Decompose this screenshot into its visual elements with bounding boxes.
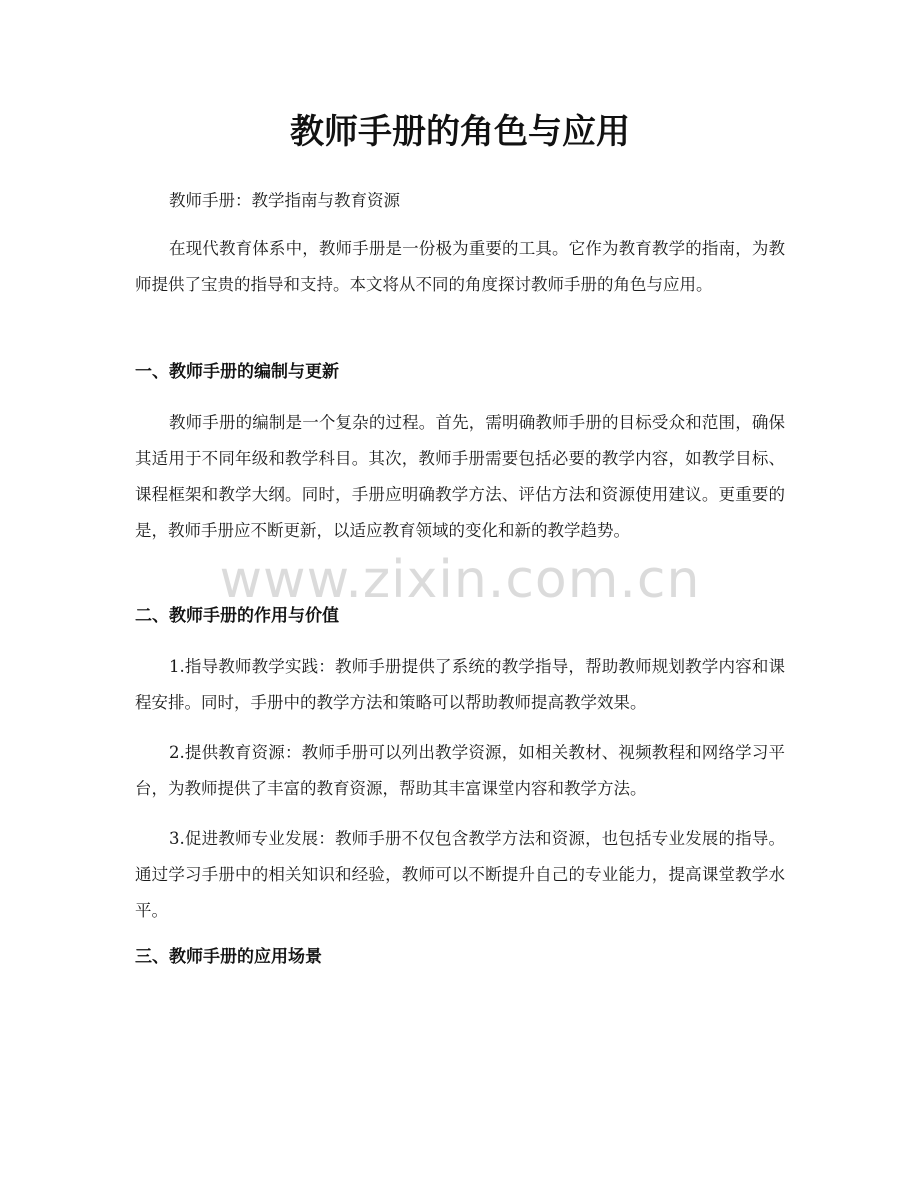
section-1-paragraph-1: 教师手册的编制是一个复杂的过程。首先，需明确教师手册的目标受众和范围，确保其适用于不同年级和教学科目。其次，教师手册需要包括必要的教学内容，如教学目标、课程框架和教学大纲。同时，手册应明确教学方法、评估方法和资源使用建议。更重要的是，教师手册应不断更新，以适应教育领域的变化和新的教学趋势。 <box>135 413 785 540</box>
intro-paragraph: 在现代教育体系中，教师手册是一份极为重要的工具。它作为教育教学的指南，为教师提供了宝贵的指导和支持。本文将从不同的角度探讨教师手册的角色与应用。 <box>135 239 785 294</box>
page-title: 教师手册的角色与应用 <box>290 112 630 152</box>
watermark: www.zixin.com.cn <box>219 550 701 610</box>
document-subtitle: 教师手册：教学指南与教育资源 <box>169 191 400 210</box>
section-2-paragraph-3: 3.促进教师专业发展：教师手册不仅包含教学方法和资源，也包括专业发展的指导。通过学习手册中的相关知识和经验，教师可以不断提升自己的专业能力，提高课堂教学水平。 <box>135 829 785 920</box>
section-2-paragraph-1: 1.指导教师教学实践：教师手册提供了系统的教学指导，帮助教师规划教学内容和课程安排。同时，手册中的教学方法和策略可以帮助教师提高教学效果。 <box>135 657 785 712</box>
section-2-paragraph-2: 2.提供教育资源：教师手册可以列出教学资源，如相关教材、视频教程和网络学习平台，为教师提供了丰富的教育资源，帮助其丰富课堂内容和教学方法。 <box>135 743 785 798</box>
section-heading-2: 二、教师手册的作用与价值 <box>135 606 339 626</box>
section-heading-1: 一、教师手册的编制与更新 <box>135 362 339 382</box>
section-heading-3: 三、教师手册的应用场景 <box>135 947 322 967</box>
